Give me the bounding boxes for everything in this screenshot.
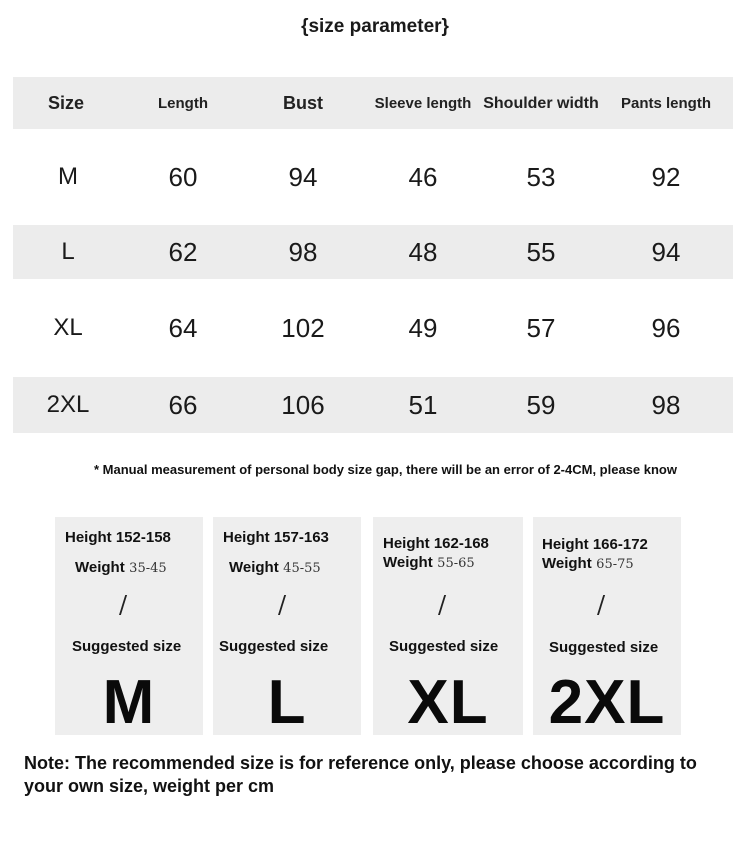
- table-header-row: [13, 77, 733, 129]
- card-weight: [542, 555, 634, 573]
- card-weight-label: Weight: [383, 554, 433, 571]
- row-bust: 98: [288, 236, 318, 267]
- card-weight-value: 65-75: [596, 557, 634, 572]
- header-bust: Bust: [283, 92, 323, 113]
- row-shoulder-width: 59: [526, 389, 556, 420]
- card-height: Height 162-168: [383, 535, 489, 552]
- row-bust: 106: [281, 389, 325, 420]
- card-height: Height 166-172: [542, 536, 648, 553]
- card-weight: [75, 559, 167, 577]
- row-sleeve-length: 49: [408, 312, 438, 343]
- size-card-2xl: [533, 517, 681, 735]
- card-slash: /: [597, 591, 606, 619]
- row-shoulder-width: 57: [526, 312, 556, 343]
- card-size: M: [102, 668, 156, 737]
- card-size: L: [267, 668, 307, 737]
- card-weight-label: Weight: [229, 559, 279, 576]
- card-suggested-label: Suggested size: [549, 639, 659, 656]
- card-size: 2XL: [548, 668, 666, 737]
- card-weight: [229, 559, 321, 577]
- card-size: XL: [407, 668, 489, 737]
- row-length: 60: [168, 161, 198, 192]
- size-card-xl: [373, 517, 523, 735]
- size-card-m: [55, 517, 203, 735]
- row-sleeve-length: 51: [408, 389, 438, 420]
- row-size: L: [61, 238, 75, 265]
- card-suggested-label: Suggested size: [219, 638, 329, 655]
- row-pants-length: 96: [651, 312, 681, 343]
- card-weight-label: Weight: [542, 555, 592, 572]
- size-card-l: [213, 517, 361, 735]
- card-weight-value: 45-55: [283, 561, 321, 576]
- row-length: 64: [168, 312, 198, 343]
- card-weight-value: 35-45: [129, 561, 167, 576]
- row-shoulder-width: 53: [526, 161, 556, 192]
- card-suggested-label: Suggested size: [389, 638, 499, 655]
- card-slash: /: [278, 591, 287, 619]
- header-shoulder-width: Shoulder width: [483, 94, 599, 112]
- page-title: {size parameter}: [301, 16, 449, 37]
- card-suggested-label: Suggested size: [72, 638, 182, 655]
- card-height: Height 157-163: [223, 529, 329, 546]
- row-size: 2XL: [46, 391, 90, 418]
- row-sleeve-length: 48: [408, 236, 438, 267]
- row-pants-length: 92: [651, 161, 681, 192]
- size-recommendation-cards: [0, 517, 750, 737]
- header-sleeve-length: Sleeve length: [374, 94, 472, 112]
- row-size: M: [58, 163, 78, 190]
- card-slash: /: [119, 591, 128, 619]
- table-row: [13, 129, 733, 225]
- row-bust: 94: [288, 161, 318, 192]
- row-pants-length: 94: [651, 236, 681, 267]
- row-sleeve-length: 46: [408, 161, 438, 192]
- card-weight-value: 55-65: [437, 556, 475, 571]
- header-size: Size: [48, 92, 85, 113]
- row-bust: 102: [281, 312, 325, 343]
- measurement-disclaimer: * Manual measurement of personal body size gap, there will be an error of 2-4CM, please know: [94, 462, 677, 477]
- header-length: Length: [158, 94, 208, 112]
- row-pants-length: 98: [651, 389, 681, 420]
- table-row: [13, 377, 733, 433]
- row-size: XL: [53, 314, 83, 341]
- table-row: [13, 225, 733, 279]
- row-length: 62: [168, 236, 198, 267]
- card-weight: [383, 554, 475, 572]
- size-table: [13, 77, 733, 433]
- table-row: [13, 279, 733, 377]
- row-length: 66: [168, 389, 198, 420]
- row-shoulder-width: 55: [526, 236, 556, 267]
- card-height: Height 152-158: [65, 529, 171, 546]
- card-weight-label: Weight: [75, 559, 125, 576]
- card-slash: /: [438, 591, 447, 619]
- header-pants-length: Pants length: [620, 94, 711, 112]
- reference-note: Note: The recommended size is for reference only, please choose according to your own size, weight per cm: [24, 753, 697, 796]
